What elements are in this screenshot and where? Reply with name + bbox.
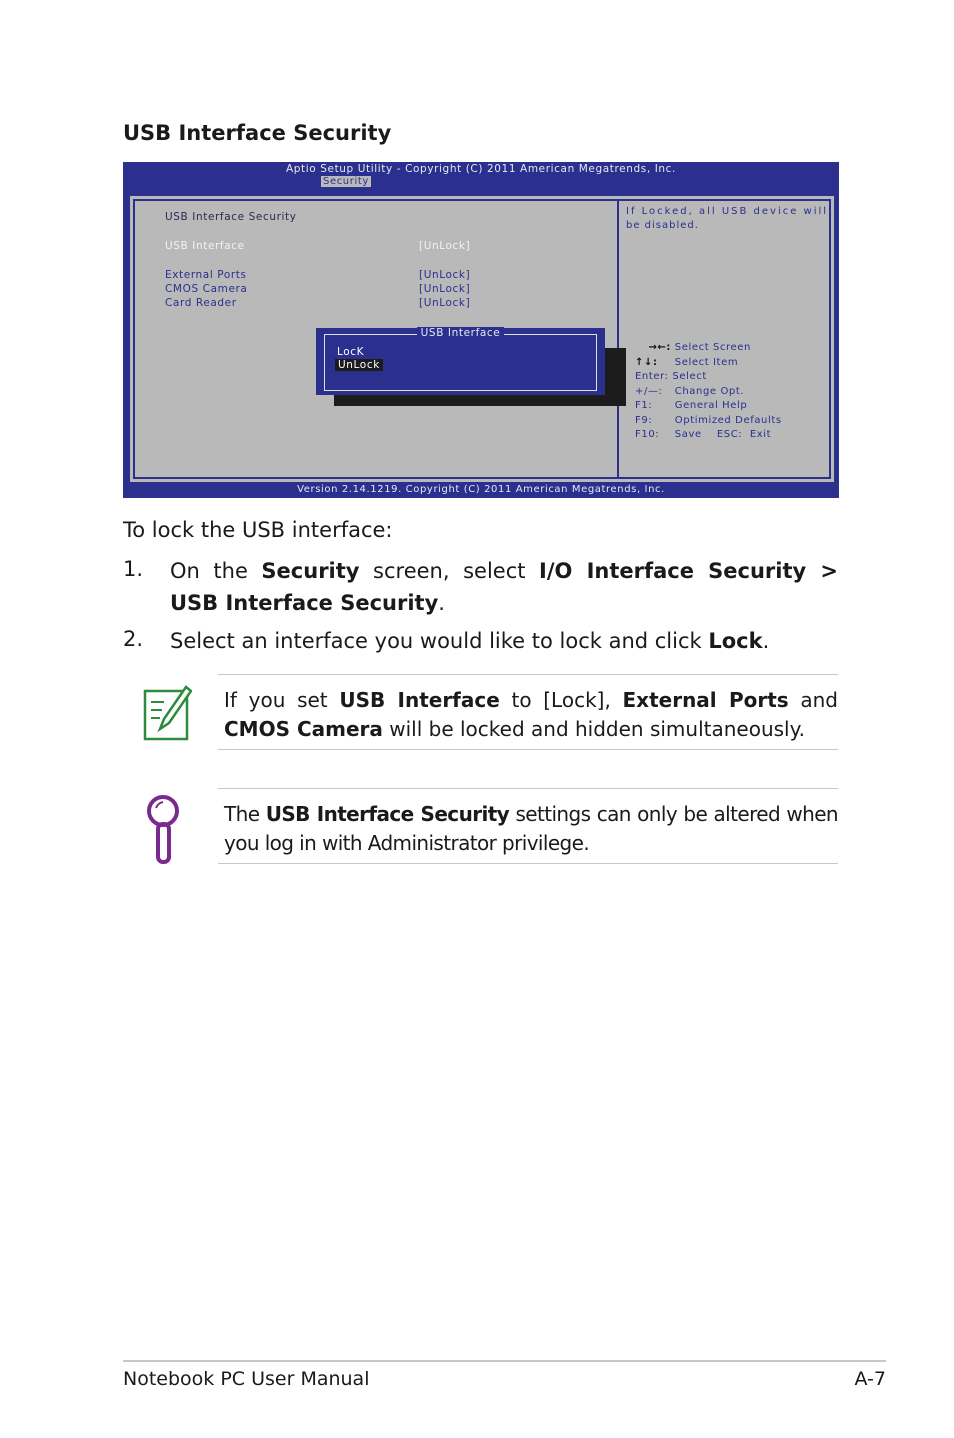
popup-option-lock[interactable]: LocK <box>337 346 365 358</box>
key-action: Select <box>672 371 707 382</box>
bios-value-usb-interface[interactable]: [UnLock] <box>419 240 471 252</box>
note-1-top-rule <box>218 674 838 675</box>
key-label: F1: <box>635 400 653 411</box>
key-action: General Help <box>674 400 748 411</box>
key-action: Optimized Defaults <box>674 414 782 426</box>
magnifier-tip-icon <box>143 794 183 870</box>
key-action: Select Screen <box>674 342 751 353</box>
bios-value-external-ports[interactable]: [UnLock] <box>419 269 471 281</box>
key-label: F10: <box>635 429 660 440</box>
key-action: Change Opt. <box>674 385 745 397</box>
step-emphasis: Security <box>261 559 360 583</box>
bios-value-cmos-camera[interactable]: [UnLock] <box>419 283 471 295</box>
note-text-part: to [Lock], <box>499 688 623 712</box>
key-label: F9: <box>635 414 653 426</box>
bios-item-usb-interface[interactable]: USB Interface <box>165 240 245 252</box>
bios-tab-security[interactable]: Security <box>323 176 369 187</box>
step-emphasis: I/O Interface Security > USB Interface Security <box>170 559 839 615</box>
page-number: A-7 <box>854 1368 886 1390</box>
note-text-part: will be locked and hidden simultaneously. <box>382 717 805 741</box>
popup-option-unlock[interactable]: UnLock <box>335 359 383 371</box>
usb-interface-popup <box>316 328 605 395</box>
note-emphasis: USB Interface Security <box>265 802 510 826</box>
step-text-part: . <box>762 629 770 653</box>
step-emphasis: Lock <box>708 629 763 653</box>
arrows-lr-icon: →←: <box>648 342 671 353</box>
popup-title-text: USB Interface <box>417 327 505 339</box>
bios-help-text-1: If Locked, all USB device will <box>626 206 829 217</box>
bios-key-legend <box>635 341 782 443</box>
note-1-text <box>224 686 838 744</box>
step-1-number: 1. <box>123 557 144 581</box>
bios-version: Version 2.14.1219. Copyright (C) 2011 American Megatrends, Inc. <box>297 484 665 495</box>
note-emphasis: CMOS Camera <box>224 717 383 741</box>
note-2-text <box>224 800 838 858</box>
note-text-part: The <box>224 802 266 826</box>
note-pencil-icon <box>142 683 192 745</box>
note-text-part: settings can only be altered when you log in with Administrator privilege. <box>224 802 838 855</box>
bios-help-text-2: be disabled. <box>626 220 699 231</box>
step-text-part: . <box>438 591 445 615</box>
note-1-bottom-rule <box>218 749 838 750</box>
popup-title <box>316 327 605 339</box>
note-2-top-rule <box>218 788 838 789</box>
key-action: Save ESC: Exit <box>674 429 772 440</box>
step-text-part: Select an interface you would like to lock and click <box>170 629 709 653</box>
step-text-part: screen, select <box>359 559 540 583</box>
step-text-part: On the <box>170 559 262 583</box>
bios-value-card-reader[interactable]: [UnLock] <box>419 297 471 309</box>
key-action: Select Item <box>674 356 739 368</box>
section-heading: USB Interface Security <box>123 121 392 145</box>
step-2-text <box>170 625 838 657</box>
note-text-part: and <box>788 688 839 712</box>
step-1-text <box>170 555 838 619</box>
note-emphasis: USB Interface <box>339 688 500 712</box>
bios-item-cmos-camera[interactable]: CMOS Camera <box>165 283 248 295</box>
footer-title: Notebook PC User Manual <box>123 1368 370 1390</box>
arrows-ud-icon: ↑↓: <box>635 356 658 368</box>
note-text-part: If you set <box>224 688 340 712</box>
note-2-bottom-rule <box>218 863 838 864</box>
bios-screenshot <box>123 162 839 498</box>
instructions-intro: To lock the USB interface: <box>123 518 393 542</box>
note-emphasis: External Ports <box>622 688 789 712</box>
bios-item-external-ports[interactable]: External Ports <box>165 269 247 281</box>
bios-copyright: Aptio Setup Utility - Copyright (C) 2011 American Megatrends, Inc. <box>286 163 676 175</box>
bios-item-card-reader[interactable]: Card Reader <box>165 297 237 309</box>
key-label: Enter: <box>635 371 669 382</box>
bios-screen-title: USB Interface Security <box>165 211 297 223</box>
bios-divider <box>617 201 619 477</box>
step-2-number: 2. <box>123 627 144 651</box>
key-label: +/—: <box>635 385 663 397</box>
footer-rule <box>123 1360 886 1362</box>
